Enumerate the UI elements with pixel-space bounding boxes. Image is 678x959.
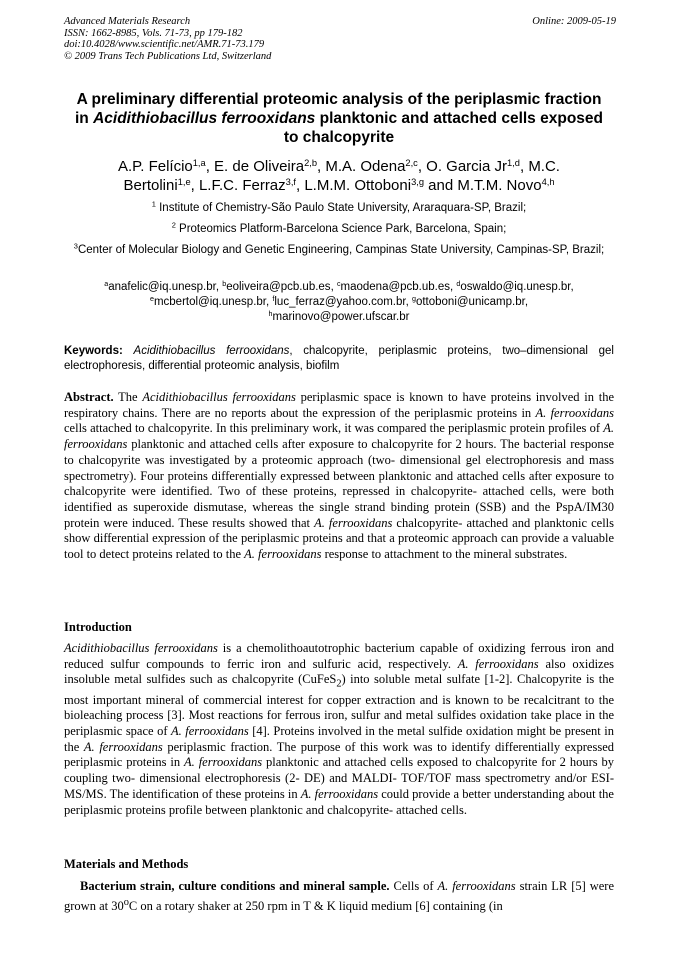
text-run: C on a rotary shaker at 250 rpm in T & K liquid medium [6] containing (in (128, 898, 503, 913)
abstract-label: Abstract. (64, 390, 114, 404)
text-run: periplasmic space is known to have proteins involved in the respiratory chains. There are no reports about the expression of the periplasmic proteins in (64, 390, 614, 420)
paper-title (60, 90, 618, 147)
title-species: Acidithiobacillus ferrooxidans (93, 110, 316, 127)
species-name: A. ferrooxidans (300, 786, 379, 801)
email-separator: , (570, 281, 574, 293)
email-address: luc_ferraz@yahoo.com.br (274, 296, 406, 308)
email-address: oswaldo@iq.unesp.br (460, 281, 571, 293)
journal-header (64, 16, 616, 62)
species-name: Acidithiobacillus ferrooxidans (64, 641, 218, 655)
text-run: cells attached to chalcopyrite. In this preliminary work, it was compared the periplasmic protein profiles of (64, 421, 604, 436)
author-affiliation-mark: 4,h (541, 176, 555, 187)
methods-subheading: Bacterium strain, culture conditions and mineral sample. (80, 879, 390, 893)
author-list (60, 157, 618, 195)
email-separator: , (330, 281, 337, 293)
affiliation-text: Institute of Chemistry-São Paulo State University, Araraquara-SP, Brazil; (155, 202, 527, 214)
introduction-body (64, 641, 614, 818)
introduction-heading: Introduction (64, 620, 132, 634)
text-run: planktonic and attached cells after exposure to chalcopyrite for 2 hours. The bacterial response to chalcopyrite was investigated by a proteomic approach (two- dimensional gel electrophoresis and mass spectrometry). Four proteins differentially expressed between planktonic and attached cells after exposure to chalcopyrite were identified. Two of these proteins, repressed in chalcopyrite- attached cells, were both identified as superoxide dismutase, whereas the single strand binding protein (SSB) and the PspA/IM30 protein were induced. These results showed that (64, 437, 614, 530)
species-name: A. ferrooxidans (437, 879, 516, 893)
email-mark: g (411, 295, 416, 304)
email-address: marinovo@power.ufscar.br (272, 311, 410, 323)
email-mark: c (336, 280, 341, 289)
email-separator: , (215, 281, 223, 293)
email-address: anafelic@iq.unesp.br (108, 281, 216, 293)
email-separator: , (266, 296, 273, 308)
title-line-3: to chalcopyrite (283, 129, 395, 146)
author-affiliation-mark: 1,a (192, 157, 206, 168)
author-affiliation-mark: 3,f (285, 176, 296, 187)
methods-heading: Materials and Methods (64, 857, 189, 871)
text-run: ) into soluble metal sulfate [1-2]. Chalcopyrite is the most important mineral of commercial interest for copper extraction and is known to be recalcitrant to the bioleaching process [3]. Most reactions for ferrous iron, sulfur and metal sulfides oxidation take place in the periplasmic space of (64, 672, 614, 739)
author-name: M.C. (528, 158, 560, 175)
author-separator: , (205, 158, 215, 175)
author-separator: , (190, 177, 199, 194)
author-name: L.F.C. Ferraz (198, 177, 286, 194)
text-run: [4]. Proteins involved in the metal sulfide oxidation might be present in the (64, 724, 615, 754)
email-separator: , (524, 296, 529, 308)
species-name: A. ferrooxidans (314, 515, 393, 530)
author-name: L.M.M. Ottoboni (304, 177, 412, 194)
author-affiliation-mark: 1,d (507, 157, 520, 168)
affiliation-mark: 3 (73, 241, 78, 251)
author-name: A.P. Felício (118, 158, 193, 175)
email-address: maodena@pcb.ub.es (340, 281, 451, 293)
journal-issn: ISSN: 1662-8985, Vols. 71-73, pp 179-182 (64, 27, 243, 39)
affiliation-mark: 2 (171, 220, 176, 230)
author-affiliation-mark: 1,e (177, 176, 191, 187)
species-name: A. ferrooxidans (535, 405, 614, 420)
affiliation-3 (60, 243, 618, 258)
author-name: Bertolini (123, 177, 178, 194)
author-separator: and (424, 177, 458, 194)
author-separator: , (317, 158, 326, 175)
title-line-1: A preliminary differential proteomic analysis of the periplasmic fraction (76, 91, 602, 108)
abstract (64, 390, 614, 563)
keywords-species: Acidithiobacillus ferrooxidans (133, 345, 290, 357)
email-list (60, 280, 618, 325)
email-address: eoliveira@pcb.ub.es (226, 281, 331, 293)
author-separator: , (519, 158, 529, 175)
affiliation-1 (60, 201, 618, 216)
superscript: o (123, 896, 129, 908)
keywords-rest: , chalcopyrite, periplasmic proteins, two–dimensional gel electrophoresis, differential proteomic analysis, biofilm (64, 345, 614, 372)
species-name: A. ferrooxidans (64, 421, 614, 452)
author-affiliation-mark: 2,c (405, 157, 418, 168)
text-run: is a chemolithoautotrophic bacterium capable of oxidizing ferrous iron and reduced sulfur compounds to ferric iron and sulfuric acid, respectively. (64, 641, 615, 671)
email-separator: , (405, 296, 412, 308)
email-mark: a (104, 280, 109, 289)
affiliation-2 (60, 222, 618, 237)
title-line-2 (60, 109, 618, 128)
email-mark: b (222, 280, 227, 289)
text-run: response to attachment to the mineral substrates. (321, 547, 568, 562)
text-run: periplasmic fraction. The purpose of this work was to identify differentially expressed periplasmic proteins in (64, 739, 614, 770)
online-date: Online: 2009-05-19 (532, 16, 616, 27)
title-text: in (74, 110, 94, 127)
text-run: planktonic and attached cells exposed to chalcopyrite for 2 hours by coupling two- dimensional electrophoresis (2- DE) and MALDI- TOF/TOF mass spectrometry and/or ESI- MS/MS. The identification of these proteins in (64, 755, 614, 801)
subscript: 2 (336, 678, 342, 690)
email-mark: h (268, 310, 273, 319)
author-affiliation-mark: 2,b (304, 157, 318, 168)
title-text: planktonic and attached cells exposed (315, 110, 603, 127)
affiliation-mark: 1 (151, 199, 156, 209)
email-mark: d (456, 280, 461, 289)
text-run: The (113, 390, 143, 404)
methods-body (64, 879, 614, 915)
species-name: Acidithiobacillus ferrooxidans (142, 390, 296, 404)
species-name: A. ferrooxidans (171, 724, 249, 739)
affiliation-text: Center of Molecular Biology and Genetic Engineering, Campinas State University, Campinas-SP, Brazil; (77, 244, 605, 256)
author-separator: , (296, 177, 305, 194)
text-run: chalcopyrite- attached and planktonic cells show differential expression of the periplasmic proteins and that a proteomic approach can provide a valuable tool to detect proteins related to the (64, 515, 615, 562)
author-affiliation-mark: 3,g (411, 176, 424, 187)
email-address: mcbertol@iq.unesp.br (153, 296, 266, 308)
species-name: A. ferrooxidans (184, 755, 263, 770)
text-run: Cells of (389, 879, 438, 893)
author-name: M.T.M. Novo (457, 177, 542, 194)
text-run: also oxidizes insoluble metal sulfides such as chalcopyrite (CuFeS (64, 656, 614, 687)
keywords-label: Keywords: (64, 345, 123, 357)
text-run: could provide a better understanding about the periplasmic proteins profile between planktonic and chalcopyrite- attached cells. (64, 786, 614, 817)
keywords (64, 344, 614, 374)
email-mark: f (272, 295, 275, 304)
author-separator: , (417, 158, 427, 175)
journal-copyright: © 2009 Trans Tech Publications Ltd, Switzerland (64, 50, 272, 62)
species-name: A. ferrooxidans (244, 547, 322, 562)
email-separator: , (450, 281, 457, 293)
text-run: strain LR [5] were grown at 30 (64, 879, 615, 913)
affiliation-text: Proteomics Platform-Barcelona Science Park, Barcelona, Spain; (175, 223, 507, 235)
author-name: E. de Oliveira (214, 158, 305, 175)
email-address: ottoboni@unicamp.br (415, 296, 525, 308)
author-name: O. Garcia Jr (426, 158, 508, 175)
journal-name: Advanced Materials Research (64, 16, 191, 27)
author-name: M.A. Odena (325, 158, 406, 175)
species-name: A. ferrooxidans (83, 739, 163, 754)
journal-doi: doi:10.4028/www.scientific.net/AMR.71-73.179 (64, 39, 265, 50)
email-mark: e (149, 295, 154, 304)
species-name: A. ferrooxidans (457, 656, 539, 671)
